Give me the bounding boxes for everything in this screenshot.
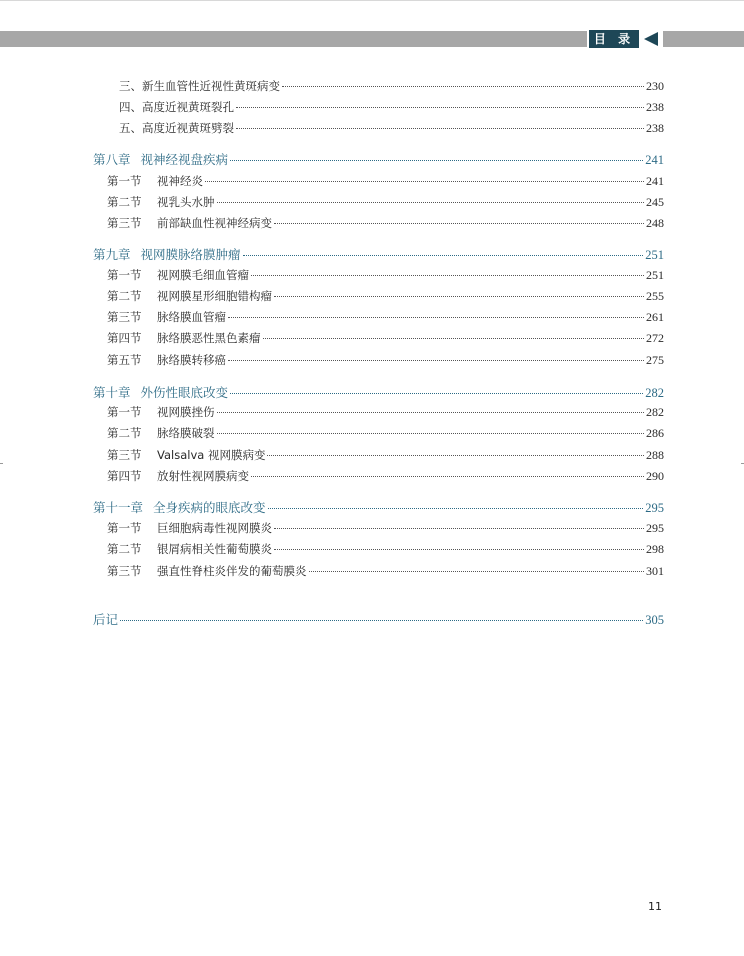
section-number: 第四节 xyxy=(107,469,142,483)
chapter-title: 全身疾病的眼底改变 xyxy=(153,500,266,515)
toc-chapter[interactable] xyxy=(93,498,664,514)
dot-leader xyxy=(236,107,644,108)
toc-subitem[interactable] xyxy=(119,99,664,115)
dot-leader xyxy=(251,275,644,276)
dot-leader xyxy=(274,549,644,550)
dot-leader xyxy=(120,620,643,621)
section-title: 前部缺血性视神经病变 xyxy=(157,216,272,230)
toc-chapter[interactable] xyxy=(93,383,664,399)
chapter-title: 外伤性眼底改变 xyxy=(140,385,229,400)
toc-section[interactable] xyxy=(107,520,664,536)
section-title: 脉络膜血管瘤 xyxy=(157,310,226,324)
page-number: 11 xyxy=(648,900,662,913)
dot-leader xyxy=(282,86,644,87)
toc-section[interactable] xyxy=(107,425,664,441)
section-title: 放射性视网膜病变 xyxy=(157,469,249,483)
section-number: 第二节 xyxy=(107,195,142,209)
toc-section[interactable] xyxy=(107,468,664,484)
toc-page-number: 251 xyxy=(646,268,664,282)
dot-leader xyxy=(274,528,644,529)
dot-leader xyxy=(243,255,644,256)
dot-leader xyxy=(268,508,644,509)
toc-page-number: 288 xyxy=(646,448,664,462)
header-bar-left xyxy=(0,31,587,47)
header-bar-right xyxy=(663,31,744,47)
dot-leader xyxy=(205,181,644,182)
toc-page-number: 251 xyxy=(645,248,664,262)
section-title: 视神经炎 xyxy=(157,174,203,188)
chapter-number: 第十章 xyxy=(93,385,131,400)
toc-page-number: 241 xyxy=(645,153,664,167)
dot-leader xyxy=(274,296,644,297)
section-number: 第三节 xyxy=(107,564,142,578)
section-number: 第五节 xyxy=(107,353,142,367)
toc-page-number: 238 xyxy=(646,100,664,114)
toc-section[interactable] xyxy=(107,215,664,231)
toc-subitem-title: 四、高度近视黄斑裂孔 xyxy=(119,100,234,114)
toc-page-number: 272 xyxy=(646,331,664,345)
toc-page-number: 298 xyxy=(646,542,664,556)
section-title: 脉络膜恶性黑色素瘤 xyxy=(157,331,261,345)
toc-page-number: 282 xyxy=(645,386,664,400)
section-title: 银屑病相关性葡萄膜炎 xyxy=(157,542,272,556)
toc-section[interactable] xyxy=(107,541,664,557)
section-number: 第二节 xyxy=(107,426,142,440)
toc-subitem[interactable] xyxy=(119,120,664,136)
toc-section[interactable] xyxy=(107,447,664,463)
section-title: 视网膜毛细血管瘤 xyxy=(157,268,249,282)
dot-leader xyxy=(267,455,644,456)
dot-leader xyxy=(217,433,645,434)
section-title: Valsalva 视网膜病变 xyxy=(157,448,266,462)
section-number: 第三节 xyxy=(107,310,142,324)
toc-page-number: 290 xyxy=(646,469,664,483)
toc-page-number: 301 xyxy=(646,564,664,578)
toc-section[interactable] xyxy=(107,352,664,368)
toc-page-number: 241 xyxy=(646,174,664,188)
section-number: 第四节 xyxy=(107,331,142,345)
toc-page-number: 248 xyxy=(646,216,664,230)
section-number: 第三节 xyxy=(107,216,142,230)
dot-leader xyxy=(274,223,644,224)
section-number: 第二节 xyxy=(107,289,142,303)
section-title: 脉络膜转移癌 xyxy=(157,353,226,367)
toc-page-number: 295 xyxy=(646,521,664,535)
toc-section[interactable] xyxy=(107,330,664,346)
toc-section[interactable] xyxy=(107,267,664,283)
toc-page-number: 295 xyxy=(645,501,664,515)
dot-leader xyxy=(217,412,645,413)
section-title: 视乳头水肿 xyxy=(157,195,215,209)
toc-afterword[interactable] xyxy=(93,610,664,626)
dot-leader xyxy=(217,202,645,203)
section-number: 第一节 xyxy=(107,521,142,535)
chapter-number: 第十一章 xyxy=(93,500,144,515)
toc-section[interactable] xyxy=(107,194,664,210)
section-number: 第三节 xyxy=(107,448,142,462)
toc-section[interactable] xyxy=(107,404,664,420)
chapter-number: 第九章 xyxy=(93,247,131,262)
chapter-number: 第八章 xyxy=(93,152,131,167)
dot-leader xyxy=(251,476,644,477)
dot-leader xyxy=(230,160,643,161)
toc-section[interactable] xyxy=(107,309,664,325)
section-title: 脉络膜破裂 xyxy=(157,426,215,440)
toc-page-number: 282 xyxy=(646,405,664,419)
section-number: 第二节 xyxy=(107,542,142,556)
toc-section[interactable] xyxy=(107,288,664,304)
toc-subitem-title: 三、新生血管性近视性黄斑病变 xyxy=(119,79,280,93)
toc-chapter[interactable] xyxy=(93,150,664,166)
section-title: 巨细胞病毒性视网膜炎 xyxy=(157,521,272,535)
toc-page-number: 286 xyxy=(646,426,664,440)
toc-page-number: 255 xyxy=(646,289,664,303)
section-title: 强直性脊柱炎伴发的葡萄膜炎 xyxy=(157,564,307,578)
chapter-title: 视网膜脉络膜肿瘤 xyxy=(140,247,241,262)
toc-header-label: 目 录 xyxy=(589,30,639,48)
afterword-title: 后记 xyxy=(93,612,119,627)
dot-leader xyxy=(230,393,643,394)
toc-page-number: 261 xyxy=(646,310,664,324)
dot-leader xyxy=(236,128,644,129)
dot-leader xyxy=(228,360,644,361)
toc-section[interactable] xyxy=(107,563,664,579)
top-rule xyxy=(0,0,744,1)
toc-page-number: 230 xyxy=(646,79,664,93)
toc-chapter[interactable] xyxy=(93,245,664,261)
toc-section[interactable] xyxy=(107,173,664,189)
section-title: 视网膜挫伤 xyxy=(157,405,215,419)
dot-leader xyxy=(263,338,645,339)
toc-page-number: 238 xyxy=(646,121,664,135)
toc-subitem-title: 五、高度近视黄斑劈裂 xyxy=(119,121,234,135)
chapter-title: 视神经视盘疾病 xyxy=(140,152,229,167)
dot-leader xyxy=(228,317,644,318)
back-arrow-icon[interactable] xyxy=(644,32,658,46)
section-number: 第一节 xyxy=(107,268,142,282)
toc-page-number: 275 xyxy=(646,353,664,367)
toc-page-number: 245 xyxy=(646,195,664,209)
toc-page-number: 305 xyxy=(645,613,664,627)
left-edge-mark xyxy=(0,463,3,464)
dot-leader xyxy=(309,571,645,572)
section-title: 视网膜星形细胞错构瘤 xyxy=(157,289,272,303)
section-number: 第一节 xyxy=(107,405,142,419)
toc-subitem[interactable] xyxy=(119,78,664,94)
section-number: 第一节 xyxy=(107,174,142,188)
